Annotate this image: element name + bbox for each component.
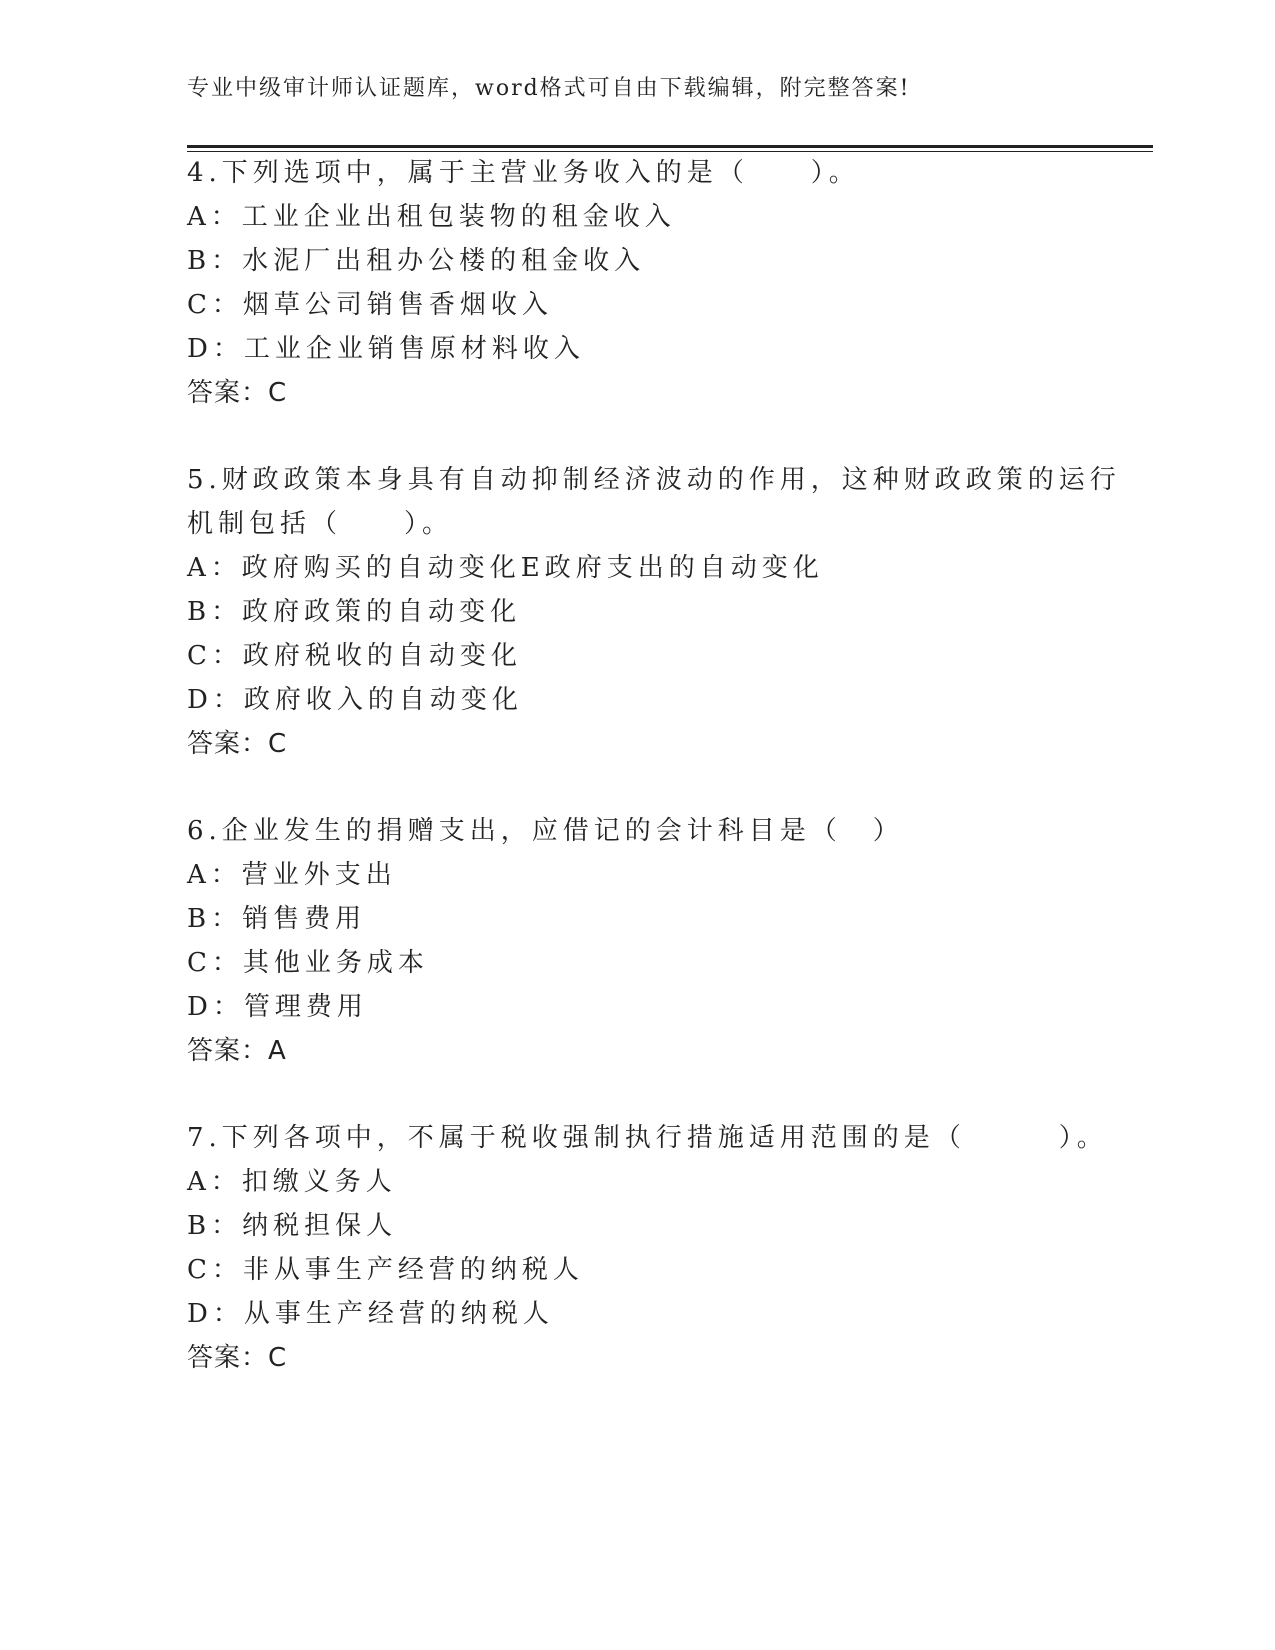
option-a: A：扣缴义务人 xyxy=(187,1167,397,1197)
answer: 答案：A xyxy=(187,1036,287,1066)
option-a: A：工业企业出租包装物的租金收入 xyxy=(187,202,676,232)
page-header: 专业中级审计师认证题库，word格式可自由下载编辑，附完整答案! xyxy=(187,76,911,101)
question-stem: 5.财政政策本身具有自动抑制经济波动的作用，这种财政政策的运行 xyxy=(187,465,1121,495)
option-c: C：烟草公司销售香烟收入 xyxy=(187,290,553,320)
option-b: B：水泥厂出租办公楼的租金收入 xyxy=(187,246,646,276)
question-stem: 7.下列各项中，不属于税收强制执行措施适用范围的是（ ）。 xyxy=(187,1123,1108,1153)
option-c: C：非从事生产经营的纳税人 xyxy=(187,1255,584,1285)
option-b: B：纳税担保人 xyxy=(187,1211,398,1241)
question-stem: 6.企业发生的捐赠支出，应借记的会计科目是（ ） xyxy=(187,816,904,846)
option-d: D：从事生产经营的纳税人 xyxy=(187,1299,554,1329)
option-b: B：销售费用 xyxy=(187,904,367,934)
option-a: A：政府购买的自动变化E政府支出的自动变化 xyxy=(187,553,824,583)
answer: 答案：C xyxy=(187,729,288,759)
header-rule xyxy=(187,145,1153,152)
question-stem-continued: 机制包括（ ）。 xyxy=(187,509,454,539)
option-d: D：工业企业销售原材料收入 xyxy=(187,334,585,364)
option-d: D：管理费用 xyxy=(187,992,368,1022)
option-b: B：政府政策的自动变化 xyxy=(187,597,522,627)
answer: 答案：C xyxy=(187,378,288,408)
option-a: A：营业外支出 xyxy=(187,860,397,890)
answer: 答案：C xyxy=(187,1343,288,1373)
question-stem: 4.下列选项中，属于主营业务收入的是（ ）。 xyxy=(187,158,860,188)
option-c: C：其他业务成本 xyxy=(187,948,429,978)
option-d: D：政府收入的自动变化 xyxy=(187,685,523,715)
option-c: C：政府税收的自动变化 xyxy=(187,641,522,671)
